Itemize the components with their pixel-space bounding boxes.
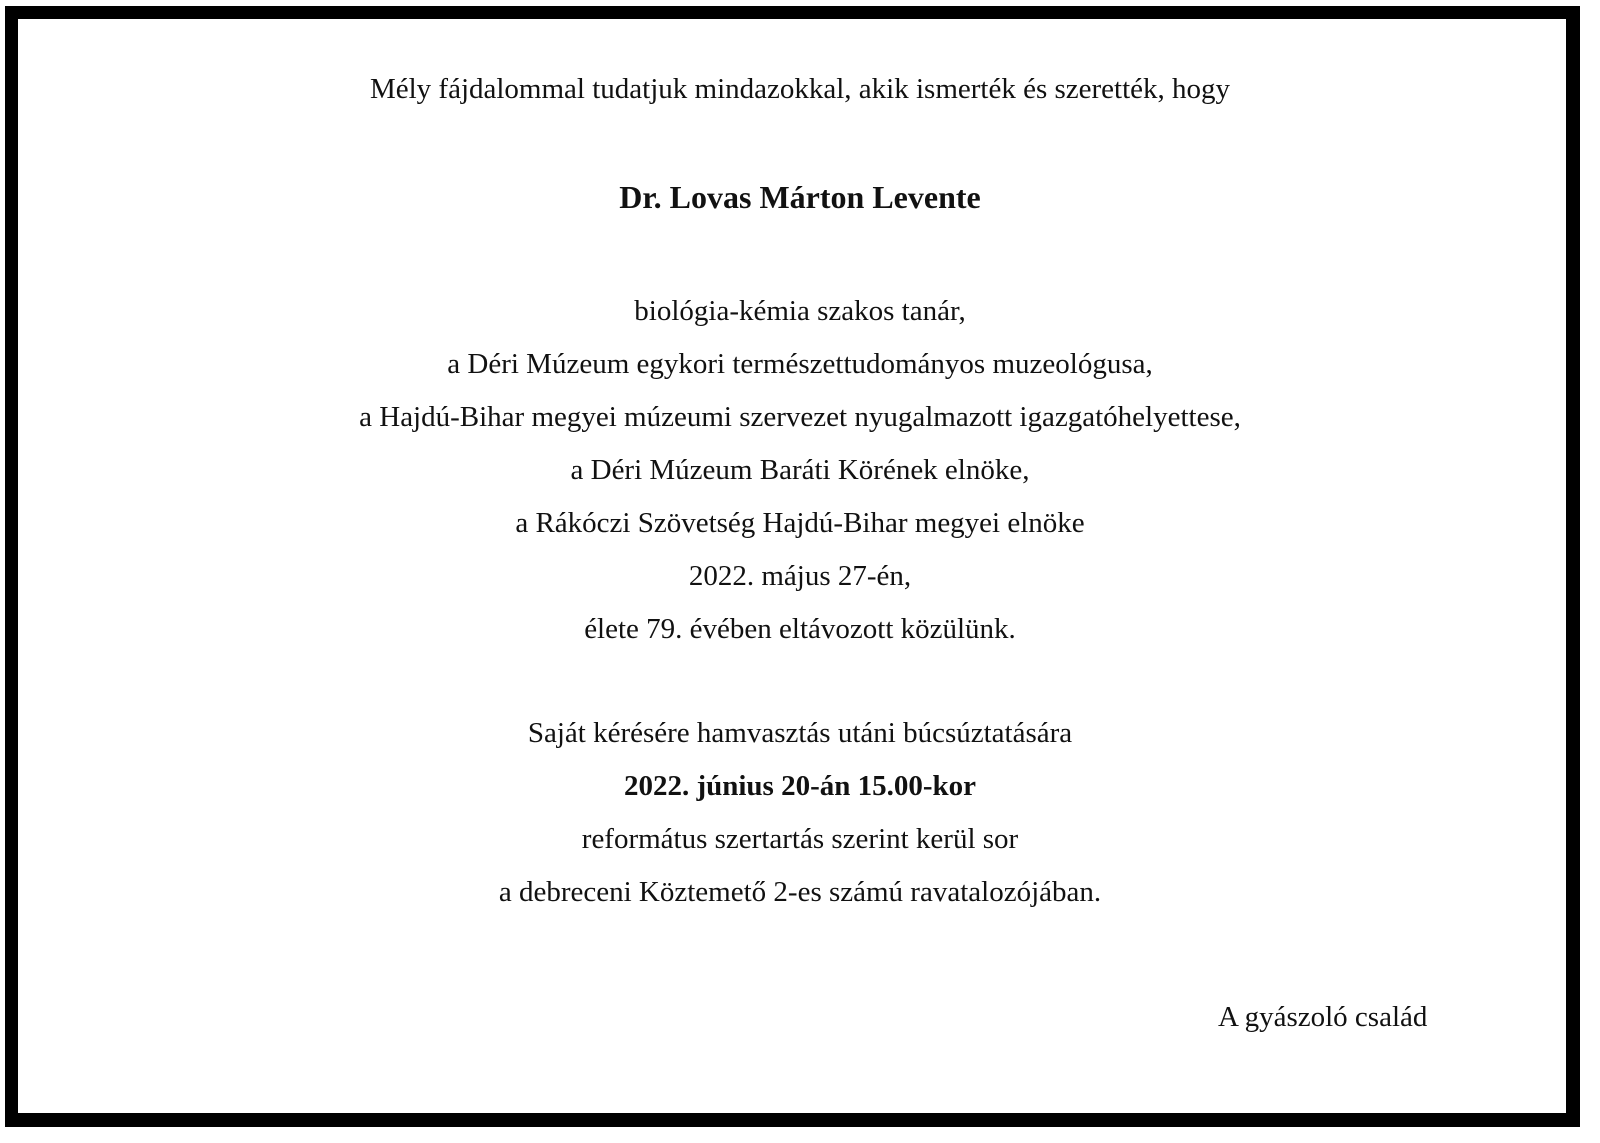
role-line-4: a Déri Múzeum Baráti Körének elnöke, xyxy=(570,454,1030,486)
ceremony-datetime: 2022. június 20-án 15.00-kor xyxy=(623,770,977,802)
role-line-1: biológia-kémia szakos tanár, xyxy=(634,295,966,327)
ceremony-intro: Saját kérésére hamvasztás utáni búcsúztatására xyxy=(527,717,1073,749)
ceremony-location: a debreceni Köztemető 2-es számú ravatalozójában. xyxy=(498,876,1102,908)
ceremony-rite: református szertartás szerint kerül sor xyxy=(581,823,1019,855)
role-line-3: a Hajdú-Bihar megyei múzeumi szervezet nyugalmazott igazgatóhelyettese, xyxy=(359,401,1241,433)
role-line-2: a Déri Múzeum egykori természettudományos muzeológusa, xyxy=(447,348,1153,380)
death-text: élete 79. évében eltávozott közülünk. xyxy=(584,613,1016,645)
death-date: 2022. május 27-én, xyxy=(688,560,912,592)
family-signature: A gyászoló család xyxy=(1218,1001,1428,1033)
deceased-name: Dr. Lovas Márton Levente xyxy=(619,179,981,215)
role-line-5: a Rákóczi Szövetség Hajdú-Bihar megyei elnöke xyxy=(515,507,1085,539)
intro-text: Mély fájdalommal tudatjuk mindazokkal, akik ismerték és szerették, hogy xyxy=(369,73,1231,105)
